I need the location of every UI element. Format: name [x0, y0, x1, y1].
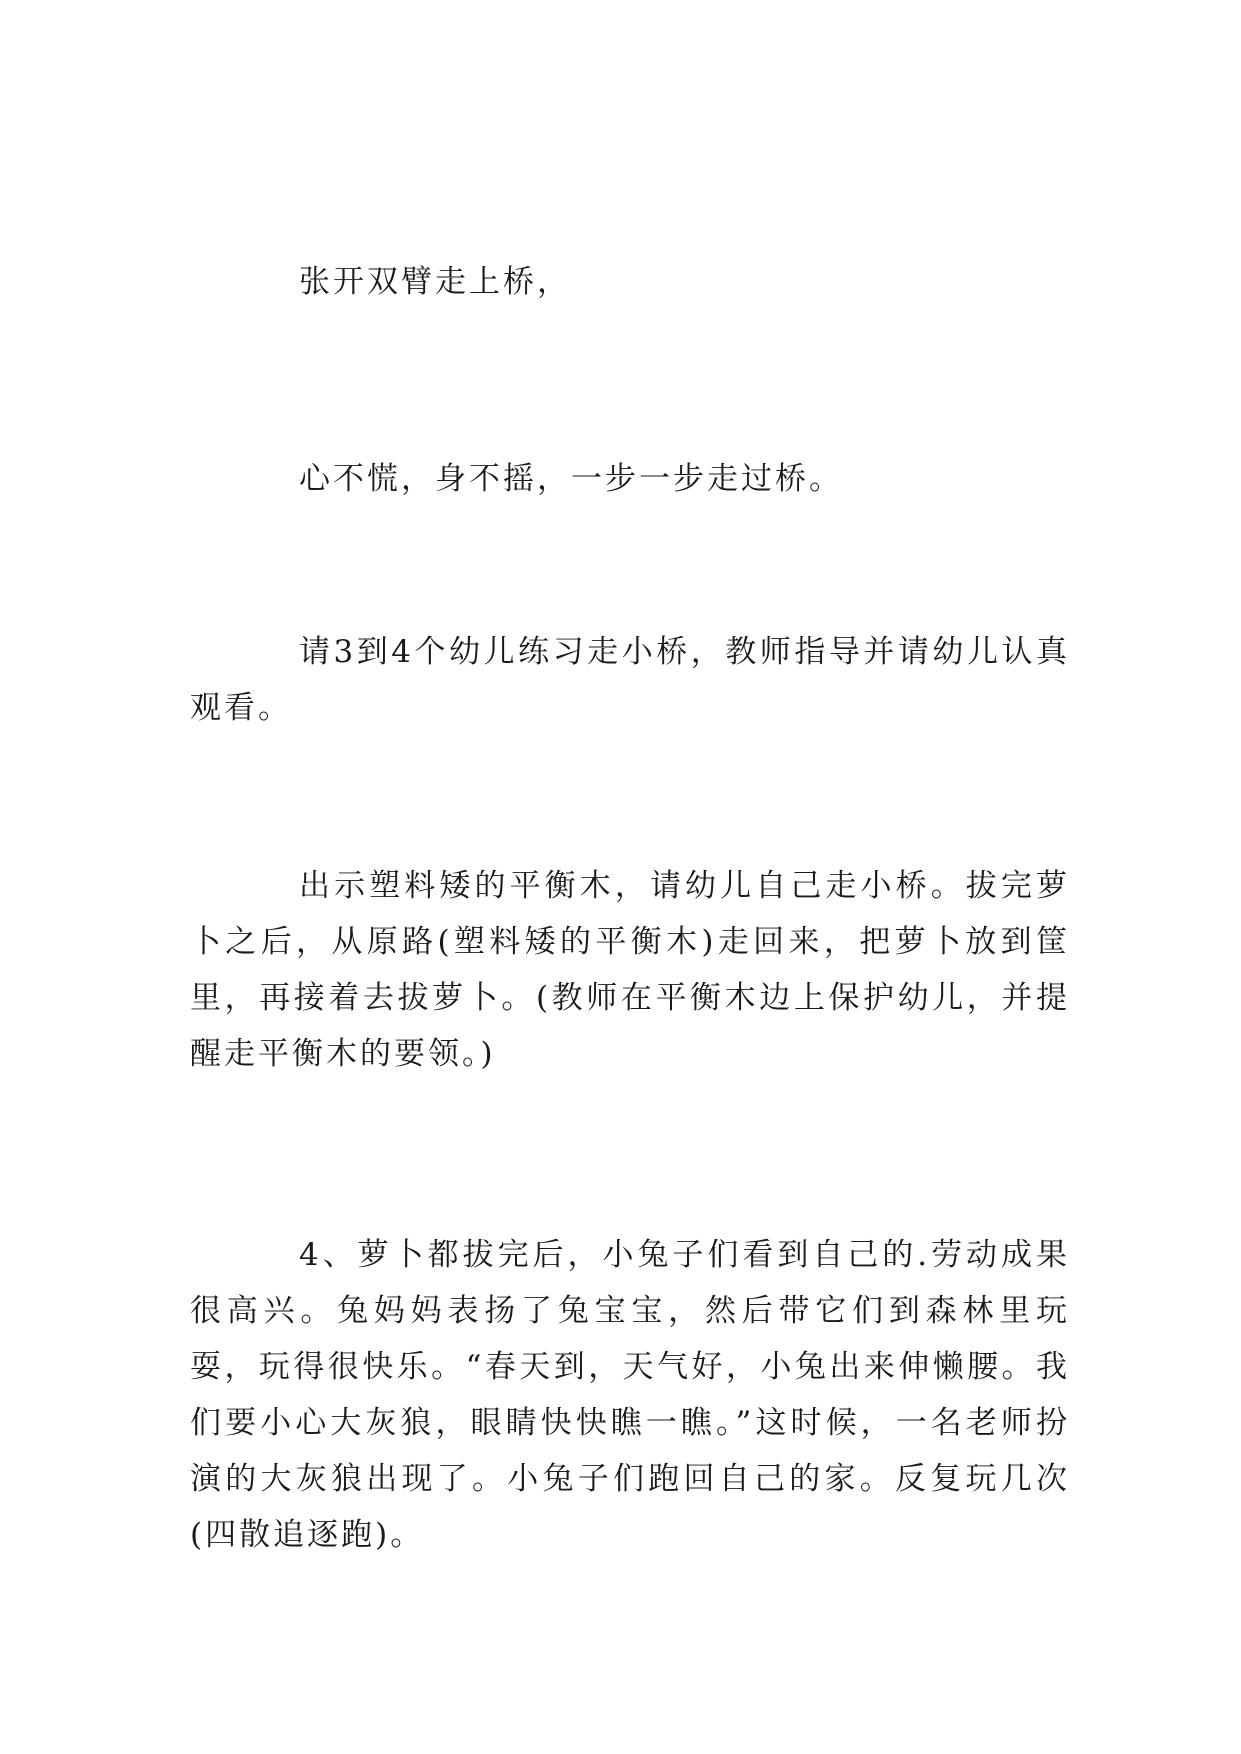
- paragraph-step-4: 4、萝卜都拔完后，小兔子们看到自己的.劳动成果很高兴。兔妈妈表扬了兔宝宝，然后带它们到森林里玩耍，玩得很快乐。“春天到，天气好，小兔出来伸懒腰。我们要小心大灰狼，眼睛快快瞧一瞧。”这时候，一名老师扮演的大灰狼出现了。小兔子们跑回自己的家。反复玩几次(四散追逐跑)。: [190, 1237, 1070, 1553]
- paragraph-balance-beam: 出示塑料矮的平衡木，请幼儿自己走小桥。拔完萝卜之后，从原路(塑料矮的平衡木)走回来，把萝卜放到筐里，再接着去拔萝卜。(教师在平衡木边上保护幼儿，并提醒走平衡木的要领。): [190, 868, 1070, 1072]
- paragraph-chant-line-2: 心不慌，身不摇，一步一步走过桥。: [299, 461, 843, 497]
- paragraph-practice: 请3到4个幼儿练习走小桥，教师指导并请幼儿认真观看。: [190, 634, 1070, 726]
- paragraph-chant-line-1: 张开双臂走上桥，: [299, 264, 571, 300]
